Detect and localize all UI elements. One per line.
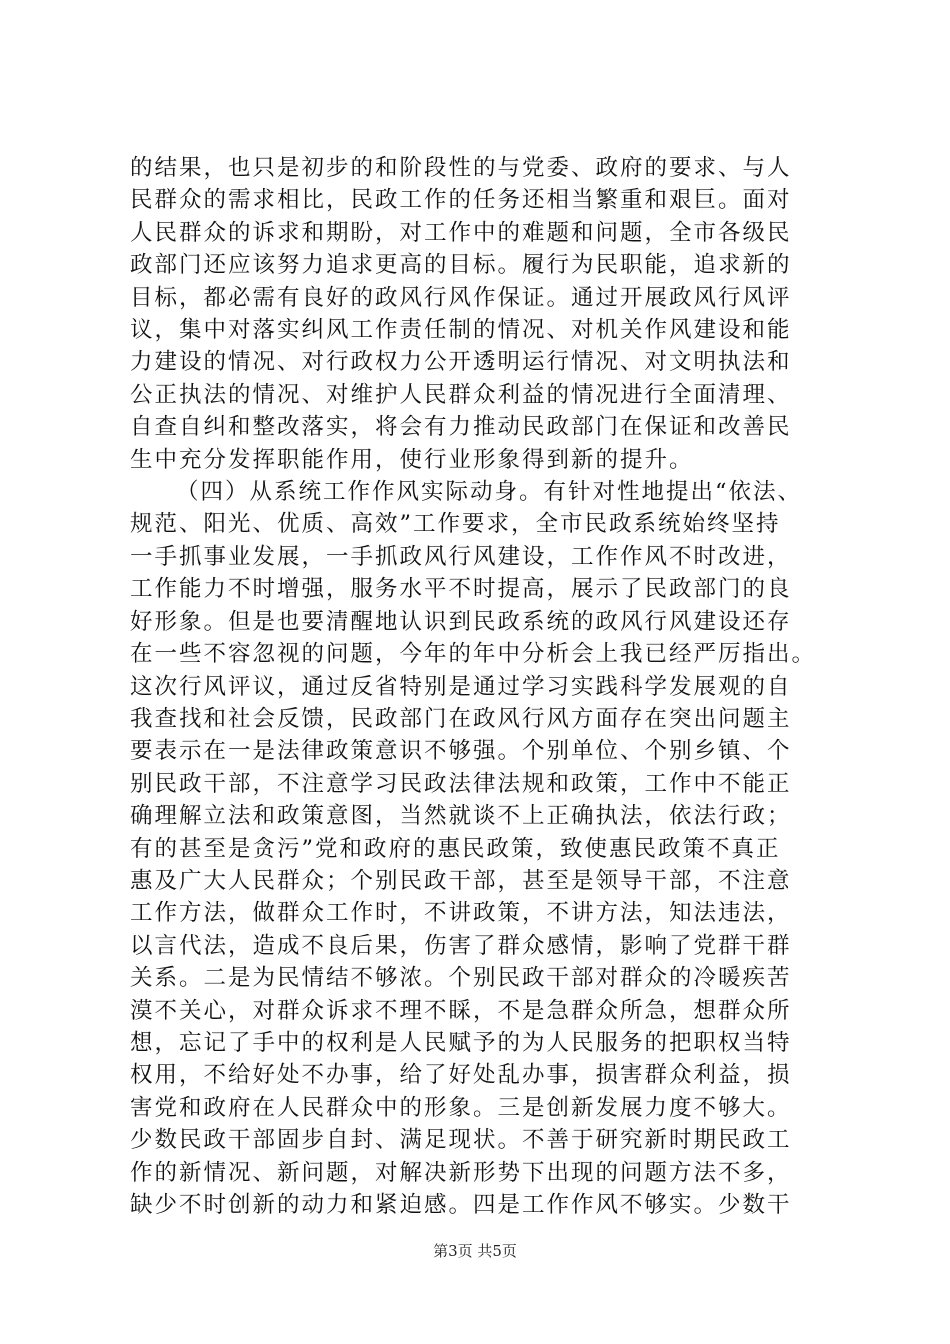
text-line: 别民政干部，不注意学习民政法律法规和政策，工作中不能正 [130, 770, 792, 797]
text-line: 议，集中对落实纠风工作责任制的情况、对机关作风建设和能 [130, 317, 792, 344]
page-number-label: 第3页 共5页 [433, 1242, 517, 1260]
text-line: 作的新情况、新问题，对解决新形势下出现的问题方法不多， [130, 1159, 792, 1186]
text-line: 公正执法的情况、对维护人民群众利益的情况进行全面清理、 [130, 381, 792, 408]
text-line: 关系。二是为民情结不够浓。个别民政干部对群众的冷暖疾苦 [130, 965, 792, 992]
text-line: 工作方法，做群众工作时，不讲政策，不讲方法，知法违法， [130, 900, 792, 927]
text-line: 缺少不时创新的动力和紧迫感。四是工作作风不够实。少数干 [130, 1192, 792, 1218]
text-line: 这次行风评议，通过反省特别是通过学习实践科学发展观的自 [130, 673, 792, 700]
page-footer [0, 1240, 950, 1261]
text-line: 确理解立法和政策意图，当然就谈不上正确执法，依法行政； [130, 803, 792, 830]
text-line: 政部门还应该努力追求更高的目标。履行为民职能，追求新的 [130, 252, 792, 279]
text-line: 以言代法，造成不良后果，伤害了群众感情，影响了党群干群 [130, 932, 792, 959]
text-line: 权用，不给好处不办事，给了好处乱办事，损害群众利益，损 [130, 1062, 792, 1089]
text-line: 有的甚至是贪污”党和政府的惠民政策，致使惠民政策不真正 [130, 835, 781, 862]
text-line: 一手抓事业发展，一手抓政风行风建设，工作作风不时改进， [130, 543, 792, 570]
paragraph-start-line: （四）从系统工作作风实际动身。有针对性地提出“依法、 [176, 479, 803, 506]
document-body [130, 152, 830, 1221]
text-line: 规范、阳光、优质、高效”工作要求，全市民政系统始终坚持 [130, 511, 781, 538]
text-line: 的结果，也只是初步的和阶段性的与党委、政府的要求、与人 [130, 155, 792, 181]
text-line: 生中充分发挥职能作用，使行业形象得到新的提升。 [130, 446, 694, 473]
text-line: 漠不关心，对群众诉求不理不睬，不是急群众所急，想群众所 [130, 997, 792, 1024]
text-line: 力建设的情况、对行政权力公开透明运行情况、对文明执法和 [130, 349, 792, 376]
text-line: 要表示在一是法律政策意识不够强。个别单位、个别乡镇、个 [130, 738, 792, 765]
text-line: 人民群众的诉求和期盼，对工作中的难题和问题，全市各级民 [130, 219, 792, 246]
text-line: 害党和政府在人民群众中的形象。三是创新发展力度不够大。 [130, 1094, 792, 1121]
text-line: 在一些不容忽视的问题，今年的年中分析会上我已经严厉指出。 [130, 641, 817, 668]
text-line: 想，忘记了手中的权利是人民赋予的为人民服务的把职权当特 [130, 1029, 792, 1056]
text-line: 民群众的需求相比，民政工作的任务还相当繁重和艰巨。面对 [130, 187, 792, 214]
text-line: 惠及广大人民群众；个别民政干部，甚至是领导干部，不注意 [130, 867, 792, 894]
text-line: 自查自纠和整改落实，将会有力推动民政部门在保证和改善民 [130, 414, 792, 441]
text-line: 好形象。但是也要清醒地认识到民政系统的政风行风建设还存 [130, 608, 792, 635]
text-line: 工作能力不时增强，服务水平不时提高，展示了民政部门的良 [130, 576, 792, 603]
text-line: 我查找和社会反馈，民政部门在政风行风方面存在突出问题主 [130, 705, 792, 732]
text-line: 目标，都必需有良好的政风行风作保证。通过开展政风行风评 [130, 284, 792, 311]
text-line: 少数民政干部固步自封、满足现状。不善于研究新时期民政工 [130, 1127, 792, 1154]
